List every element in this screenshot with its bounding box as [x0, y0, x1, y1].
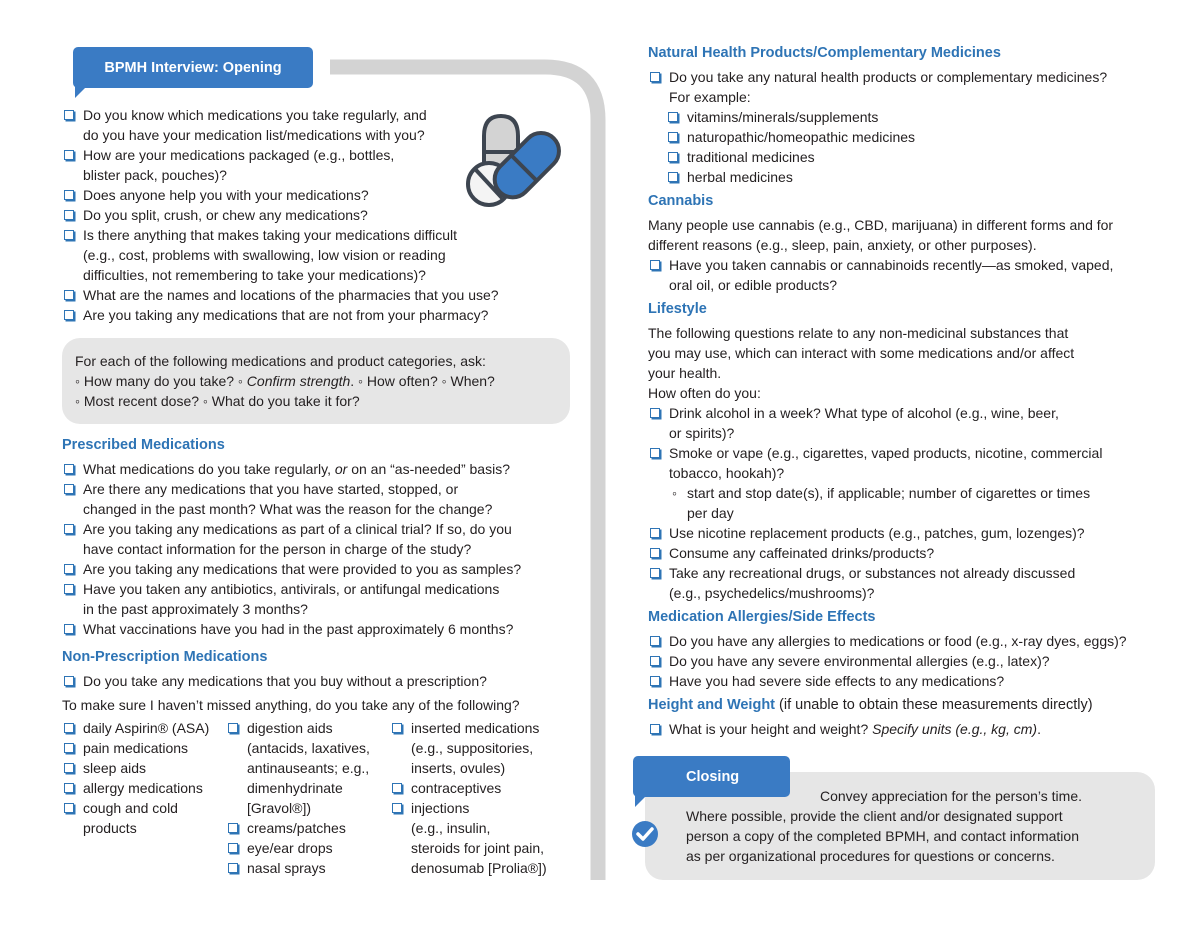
checklist-item[interactable]: [390, 718, 547, 778]
checklist-item[interactable]: [648, 403, 1127, 443]
right-column: [648, 43, 1127, 739]
checklist-item[interactable]: [62, 205, 499, 225]
checkbox-icon[interactable]: [64, 464, 74, 474]
checkbox-icon[interactable]: [64, 763, 74, 773]
nonprescription-list: [62, 671, 521, 691]
checkbox-icon[interactable]: [650, 448, 660, 458]
checkbox-icon[interactable]: [668, 132, 678, 142]
circle-bullet-icon: ◦: [672, 485, 677, 501]
item-text: naturopathic/homeopathic medicines: [687, 129, 916, 145]
item-text: daily Aspirin® (ASA): [83, 720, 210, 736]
nonprescription-heading: Non-Prescription Medications: [62, 649, 268, 665]
lifestyle-list: [648, 403, 1127, 483]
checklist-item[interactable]: [62, 225, 499, 285]
checklist-item[interactable]: [648, 631, 1127, 651]
item-text: start and stop date(s), if applicable; number of cigarettes or times per day: [687, 485, 1091, 521]
checkbox-icon[interactable]: [650, 568, 660, 578]
item-text: Use nicotine replacement products (e.g., patches, gum, lozenges)?: [669, 525, 1085, 541]
checklist-item[interactable]: [62, 519, 521, 559]
opening-list: [62, 105, 499, 325]
ask-text: . ◦ How often? ◦ When?: [350, 373, 495, 389]
item-text: cough and cold products: [83, 800, 178, 836]
checkbox-icon[interactable]: [64, 210, 74, 220]
checklist-item[interactable]: [62, 559, 521, 579]
checklist-item[interactable]: [666, 167, 1127, 187]
item-text: Do you split, crush, or chew any medications?: [83, 207, 368, 223]
otc-column-1: [62, 718, 209, 838]
item-text: eye/ear drops: [247, 840, 333, 856]
checkbox-icon[interactable]: [228, 843, 238, 853]
item-text: sleep aids: [83, 760, 147, 776]
checkbox-icon[interactable]: [668, 152, 678, 162]
checklist-item[interactable]: [648, 443, 1127, 483]
checklist-item[interactable]: [62, 798, 209, 838]
checkbox-icon[interactable]: [64, 723, 74, 733]
lifestyle-list-2: [648, 523, 1127, 603]
checklist-item[interactable]: [666, 127, 1127, 147]
cannabis-paragraph: Many people use cannabis (e.g., CBD, marijuana) in different forms and for different reasons (e.g., sleep, pain, anxiety, or other purposes).: [648, 217, 1114, 253]
checklist-item[interactable]: [666, 147, 1127, 167]
item-text: Is there anything that makes taking your medications difficult (e.g., cost, problems with swallowing, low vision or reading difficulties, not remembering to take your medications)?: [83, 227, 458, 283]
opening-tab-tail: [75, 86, 87, 98]
natural-heading: Natural Health Products/Complementary Medicines: [648, 45, 1001, 61]
checkbox-icon[interactable]: [650, 528, 660, 538]
checklist-item[interactable]: [62, 305, 499, 325]
checklist-item[interactable]: [648, 255, 1127, 295]
checklist-item[interactable]: [648, 719, 1127, 739]
allergies-heading: Medication Allergies/Side Effects: [648, 609, 876, 625]
checkbox-icon[interactable]: [228, 823, 238, 833]
checkbox-icon[interactable]: [650, 636, 660, 646]
lifestyle-heading: Lifestyle: [648, 301, 707, 317]
item-text: allergy medications: [83, 780, 203, 796]
prescribed-section: [62, 435, 521, 715]
cannabis-list: [648, 255, 1127, 295]
checkbox-icon[interactable]: [64, 564, 74, 574]
item-text: nasal sprays: [247, 860, 326, 876]
checkbox-icon[interactable]: [64, 676, 74, 686]
checkbox-icon[interactable]: [64, 484, 74, 494]
item-text: Are you taking any medications that were provided to you as samples?: [83, 561, 522, 577]
closing-title: Closing: [686, 768, 740, 785]
opening-title: BPMH Interview: Opening: [104, 59, 282, 76]
checklist-item[interactable]: [62, 738, 209, 758]
checkbox-icon[interactable]: [228, 863, 238, 873]
checklist-item[interactable]: [226, 838, 370, 858]
otc-column-2: [226, 718, 370, 878]
checklist-item[interactable]: [390, 778, 547, 798]
checkbox-icon[interactable]: [650, 676, 660, 686]
item-text: What medications do you take regularly,: [83, 461, 335, 477]
lifestyle-paragraph: The following questions relate to any non-medicinal substances that you may use, which can interact with some medications and/or affect your health. How often do you:: [648, 325, 1075, 401]
item-emphasis: Specify units (e.g., kg, cm): [872, 721, 1038, 737]
checklist-item[interactable]: [648, 67, 1127, 107]
ask-emphasis: Confirm strength: [246, 373, 351, 389]
item-text: vitamins/minerals/supplements: [687, 109, 879, 125]
height-note: (if unable to obtain these measurements directly): [775, 697, 1093, 713]
item-text: inserted medications (e.g., suppositories, inserts, ovules): [411, 720, 540, 776]
checklist-item[interactable]: [62, 671, 521, 691]
checkbox-icon[interactable]: [64, 783, 74, 793]
checklist-item[interactable]: [648, 523, 1127, 543]
checklist-item[interactable]: [226, 718, 370, 818]
checkmark-circle-icon: [631, 820, 659, 848]
checkbox-icon[interactable]: [64, 803, 74, 813]
checkbox-icon[interactable]: [64, 290, 74, 300]
nonprescription-prompt: To make sure I haven’t missed anything, do you take any of the following?: [62, 697, 520, 713]
item-text: Smoke or vape (e.g., cigarettes, vaped products, nicotine, commercial tobacco, hookah)?: [669, 445, 1103, 481]
checklist-item[interactable]: [62, 459, 521, 479]
otc-column-3: [390, 718, 547, 878]
checklist-item[interactable]: [62, 778, 209, 798]
item-text: Take any recreational drugs, or substances not already discussed (e.g., psychedelics/mushrooms)?: [669, 565, 1076, 601]
item-text: contraceptives: [411, 780, 502, 796]
item-emphasis: or: [334, 461, 348, 477]
checkbox-icon[interactable]: [650, 260, 660, 270]
allergies-list: [648, 631, 1127, 691]
checklist-item[interactable]: [62, 619, 521, 639]
checklist-item[interactable]: [648, 671, 1127, 691]
ask-line: [75, 371, 495, 391]
item-text: What vaccinations have you had in the past approximately 6 months?: [83, 621, 514, 637]
checkbox-icon[interactable]: [650, 548, 660, 558]
checkbox-icon[interactable]: [392, 783, 402, 793]
ask-box-text: [75, 351, 495, 411]
checkbox-icon[interactable]: [392, 723, 402, 733]
height-heading: [648, 695, 1127, 715]
checklist-item[interactable]: [226, 858, 370, 878]
cannabis-heading: Cannabis: [648, 193, 714, 209]
checkbox-icon[interactable]: [64, 230, 74, 240]
opening-header-tab: [73, 47, 313, 88]
checklist-item[interactable]: [62, 105, 499, 145]
ask-line: ◦ Most recent dose? ◦ What do you take it for?: [75, 393, 360, 409]
checkbox-icon[interactable]: [228, 723, 238, 733]
item-text: How are your medications packaged (e.g., bottles, blister pack, pouches)?: [83, 147, 395, 183]
item-text: Have you taken cannabis or cannabinoids recently—as smoked, vaped, oral oil, or edible products?: [669, 257, 1114, 293]
checkbox-icon[interactable]: [392, 803, 402, 813]
checkbox-icon[interactable]: [64, 190, 74, 200]
checkbox-icon[interactable]: [650, 72, 660, 82]
item-text: Consume any caffeinated drinks/products?: [669, 545, 935, 561]
item-text: Have you taken any antibiotics, antivirals, or antifungal medications in the past approximately 3 months?: [83, 581, 500, 617]
item-text: Are you taking any medications that are not from your pharmacy?: [83, 307, 489, 323]
closing-tab-tail: [635, 795, 647, 807]
checklist-item[interactable]: [62, 479, 521, 519]
checkbox-icon[interactable]: [668, 172, 678, 182]
item-text: Have you had severe side effects to any medications?: [669, 673, 1005, 689]
item-text: injections (e.g., insulin, steroids for joint pain, denosumab [Prolia®]): [411, 800, 547, 876]
checklist-item[interactable]: [648, 563, 1127, 603]
checkbox-icon[interactable]: [64, 524, 74, 534]
checkbox-icon[interactable]: [650, 656, 660, 666]
item-text: creams/patches: [247, 820, 346, 836]
item-text: Do you have any severe environmental allergies (e.g., latex)?: [669, 653, 1050, 669]
ask-text: ◦ How many do you take? ◦: [75, 373, 247, 389]
item-text: digestion aids (antacids, laxatives, antinauseants; e.g., dimenhydrinate [Gravol®]): [247, 720, 370, 816]
checklist-item[interactable]: [648, 651, 1127, 671]
item-text: Do you know which medications you take regularly, and do you have your medication list/medications with you?: [83, 107, 427, 143]
checklist-item[interactable]: [648, 543, 1127, 563]
item-text: What is your height and weight?: [669, 721, 873, 737]
item-text: Does anyone help you with your medications?: [83, 187, 369, 203]
height-title: Height and Weight: [648, 697, 776, 713]
natural-list: [648, 67, 1127, 107]
item-text: Do you take any medications that you buy without a prescription?: [83, 673, 487, 689]
item-text: traditional medicines: [687, 149, 815, 165]
checkbox-icon[interactable]: [64, 150, 74, 160]
checklist-item[interactable]: [226, 818, 370, 838]
natural-sublist: [648, 107, 1127, 187]
checklist-item[interactable]: [390, 798, 547, 878]
item-text: pain medications: [83, 740, 189, 756]
checklist-item[interactable]: [666, 107, 1127, 127]
prescribed-list: [62, 479, 521, 639]
closing-line-1: Convey appreciation for the person’s time.: [820, 788, 1082, 804]
item-text: .: [1037, 721, 1041, 737]
item-text: Are you taking any medications as part of a clinical trial? If so, do you have contact information for the person in charge of the study?: [83, 521, 512, 557]
checkbox-icon[interactable]: [650, 724, 660, 734]
checklist-item[interactable]: [62, 718, 209, 738]
item-text: What are the names and locations of the pharmacies that you use?: [83, 287, 499, 303]
checklist-item[interactable]: [62, 145, 499, 185]
item-text: Do you take any natural health products or complementary medicines? For example:: [669, 69, 1108, 105]
checkbox-icon[interactable]: [64, 584, 74, 594]
checklist-item[interactable]: [62, 758, 209, 778]
checklist-item[interactable]: [62, 185, 499, 205]
item-text: herbal medicines: [687, 169, 793, 185]
item-text: Drink alcohol in a week? What type of alcohol (e.g., wine, beer, or spirits)?: [669, 405, 1059, 441]
checkbox-icon[interactable]: [64, 310, 74, 320]
checklist-item[interactable]: [62, 579, 521, 619]
item-text: Are there any medications that you have started, stopped, or changed in the past month? What was the reason for the change?: [83, 481, 493, 517]
checkbox-icon[interactable]: [64, 743, 74, 753]
checkbox-icon[interactable]: [668, 112, 678, 122]
item-text: on an “as-needed” basis?: [347, 461, 510, 477]
closing-text: [686, 786, 1082, 866]
checklist-item[interactable]: [62, 285, 499, 305]
closing-paragraph: Where possible, provide the client and/or designated support person a copy of the completed BPMH, and contact information as per organizational procedures for questions or concerns.: [686, 808, 1079, 864]
checkbox-icon[interactable]: [64, 110, 74, 120]
ask-line: For each of the following medications and product categories, ask:: [75, 353, 486, 369]
lifestyle-sub-bullet: [666, 483, 1127, 523]
prescribed-heading: Prescribed Medications: [62, 437, 225, 453]
checkbox-icon[interactable]: [64, 624, 74, 634]
checkbox-icon[interactable]: [650, 408, 660, 418]
item-text: Do you have any allergies to medications or food (e.g., x-ray dyes, eggs)?: [669, 633, 1127, 649]
